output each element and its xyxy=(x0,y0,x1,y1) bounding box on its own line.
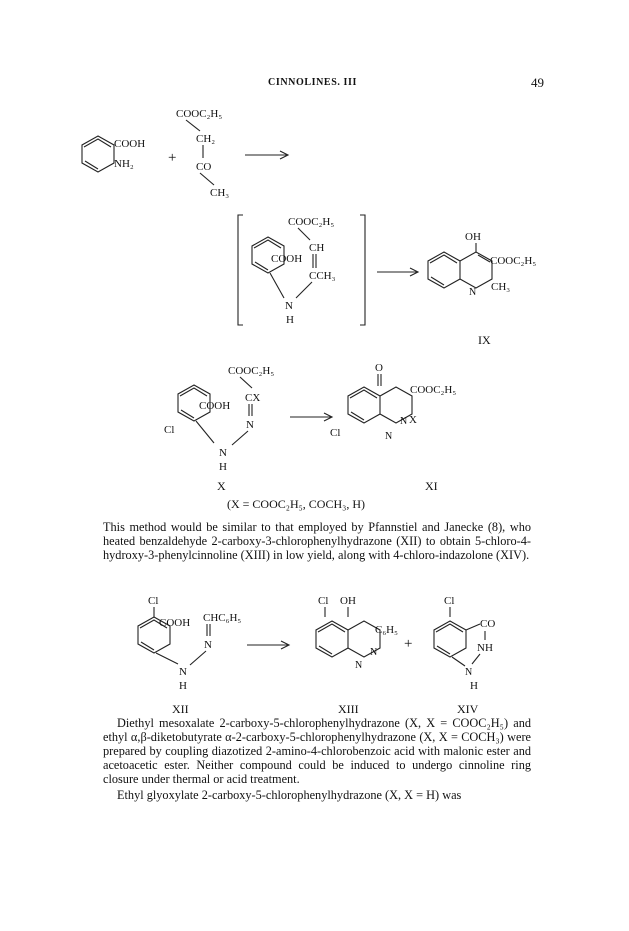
ester-label-product: COOC₂H₅ xyxy=(490,255,537,267)
h-label-xiv: H xyxy=(470,680,478,692)
ester-label: COOC₂H₅ xyxy=(228,365,275,377)
nh-label: NH xyxy=(477,642,493,654)
ch3-label-product: CH₃ xyxy=(491,281,511,293)
cl-label-product: Cl xyxy=(330,427,341,439)
cinnoline-ring-ix xyxy=(428,252,492,288)
n-eq-label: N xyxy=(204,639,212,651)
reaction-arrow-3 xyxy=(290,413,332,421)
n-label: N xyxy=(219,447,227,459)
compound-label-xiii: XIII xyxy=(338,702,359,716)
scheme-2 xyxy=(238,215,536,347)
indazolone-ring-xiv xyxy=(434,621,480,657)
scheme-3 xyxy=(164,362,456,511)
n-label: N xyxy=(285,300,293,312)
left-bracket xyxy=(238,215,243,325)
compound-label-ix: IX xyxy=(478,333,491,347)
cx-label: CX xyxy=(245,392,261,404)
cooh-label: COOH xyxy=(199,400,231,412)
ch2-label: CH₂ xyxy=(196,133,216,145)
cl-label-xiv: Cl xyxy=(444,595,455,607)
cch3-label: CCH₃ xyxy=(309,270,336,282)
cooh-label: COOH xyxy=(114,138,146,150)
oh-label: OH xyxy=(340,595,356,607)
running-title: CINNOLINES. III xyxy=(268,77,358,88)
plus-sign: + xyxy=(168,150,177,166)
x-label-product: X xyxy=(409,414,417,426)
compound-label-xi: XI xyxy=(425,479,438,493)
cooh-label: COOH xyxy=(159,617,191,629)
reaction-arrow-1 xyxy=(245,151,288,159)
n-label-product-1: N xyxy=(400,416,408,427)
cl-label-xiii: Cl xyxy=(318,595,329,607)
o-label: O xyxy=(375,362,383,374)
scheme-4 xyxy=(138,595,495,716)
co-label: CO xyxy=(196,161,212,173)
right-bracket xyxy=(360,215,365,325)
n-label-product-2: N xyxy=(385,431,393,442)
paragraph-1: This method would be similar to that employed by Pfannstiel and Janecke (8), who heated benzaldehyde 2-carboxy-3-chlorophenylhydrazone (XII) to obtain 5-chloro-4-hydroxy-3-phenylcinnoline (XIII) in low yield, along with 4-chloro-indazolone (XIV). xyxy=(103,520,531,562)
n-label-xiii-2: N xyxy=(355,660,363,671)
n-label-product: N xyxy=(469,287,477,298)
compound-label-x: X xyxy=(217,479,226,493)
ch-label: CH xyxy=(309,242,325,254)
plus-sign: + xyxy=(404,636,413,652)
paragraph-2: Diethyl mesoxalate 2-carboxy-5-chlorophenylhydrazone (X, X = COOC₂H₅) and ethyl α,β-diketobutyrate α-2-carboxy-5-chlorophenylhydrazone (X, X = COCH₃) were prepared by coupling diazotized 2-amino-4-chlorobenzoic acid with malonic ester and acetoacetic ester. Neither compound could be induced to undergo cinnoline ring closure under thermal or acid treatment. xyxy=(103,716,531,786)
cl-label: Cl xyxy=(164,424,175,436)
n-label-xiv: N xyxy=(465,667,473,678)
page-number: 49 xyxy=(531,75,544,90)
ester-label: COOC₂H₅ xyxy=(176,108,223,120)
cooh-label: COOH xyxy=(271,253,303,265)
h-label: H xyxy=(179,680,187,692)
nh2-label: NH₂ xyxy=(114,158,134,170)
ester-label-product: COOC₂H₅ xyxy=(410,384,457,396)
oh-label: OH xyxy=(465,231,481,243)
cl-label-xii: Cl xyxy=(148,595,159,607)
n-eq-label: N xyxy=(246,419,254,431)
compound-label-xiv: XIV xyxy=(457,702,479,716)
reaction-arrow-4 xyxy=(247,641,289,649)
reaction-arrow-2 xyxy=(377,268,418,276)
chc6h5-label: CHC₆H₅ xyxy=(203,612,242,624)
ch3-label: CH₃ xyxy=(210,187,230,199)
c6h5-label: C₆H₅ xyxy=(375,624,398,636)
ester-label: COOC₂H₅ xyxy=(288,216,335,228)
paragraph-3: Ethyl glyoxylate 2-carboxy-5-chlorophenylhydrazone (X, X = H) was xyxy=(117,788,462,802)
h-label: H xyxy=(219,461,227,473)
substituent-caption: (X = COOC₂H₅, COCH₃, H) xyxy=(227,497,365,511)
n-label-xiii-1: N xyxy=(370,647,378,658)
n-label: N xyxy=(179,666,187,678)
benzene-ring xyxy=(82,136,114,172)
co-label: CO xyxy=(480,618,496,630)
scheme-1 xyxy=(82,108,288,199)
h-label: H xyxy=(286,314,294,326)
compound-label-xii: XII xyxy=(172,702,189,716)
